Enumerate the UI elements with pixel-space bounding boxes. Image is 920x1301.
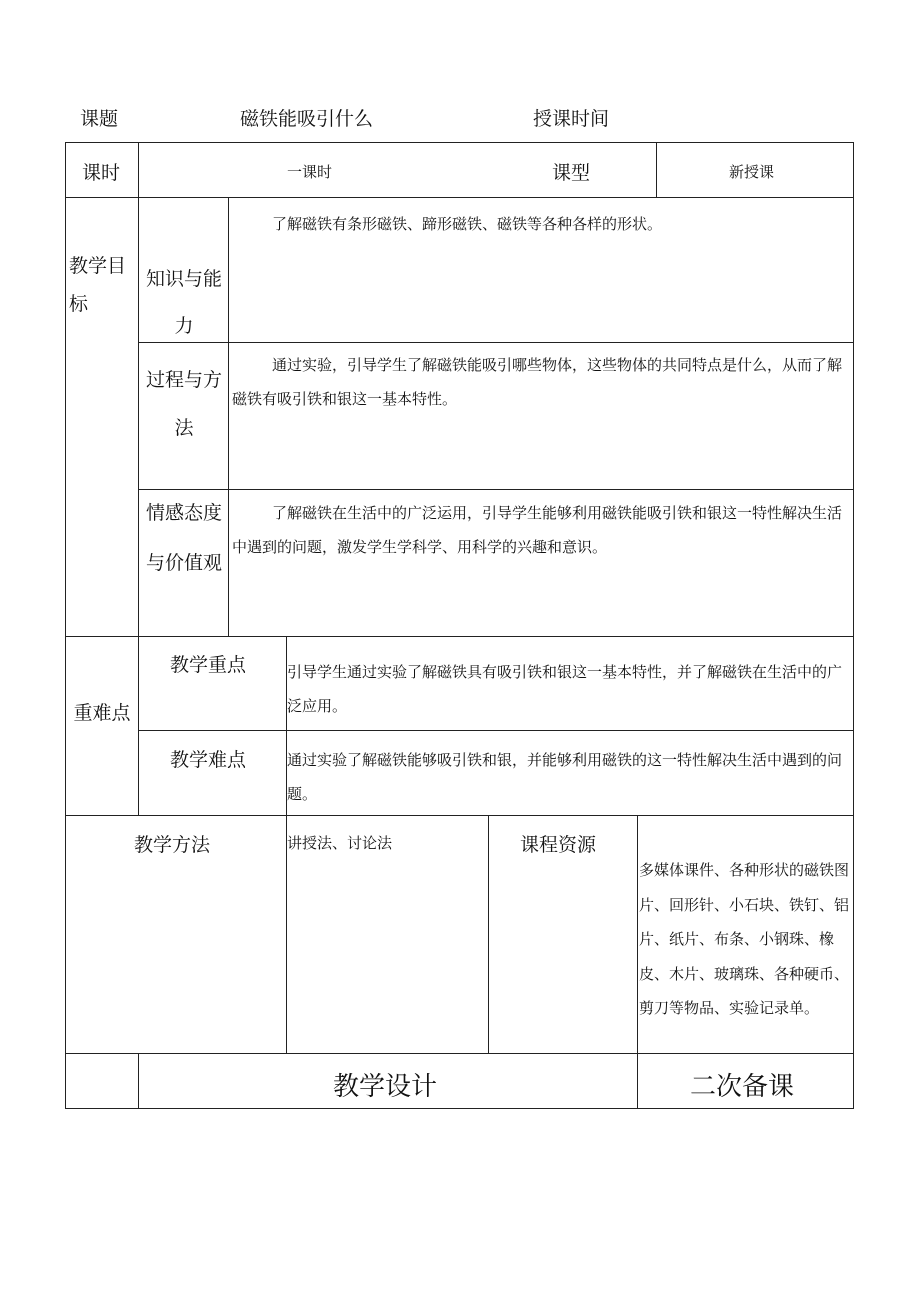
difficulty-label: 教学难点 — [170, 749, 247, 771]
period-label: 课时 — [82, 162, 121, 184]
focus-text: 引导学生通过实验了解磁铁具有吸引铁和银这一基本特性，并了解磁铁在生活中的广泛应用。 — [287, 663, 843, 715]
attitude-label: 情感态度与价值观 — [145, 502, 222, 574]
topic-value: 磁铁能吸引什么 — [240, 108, 374, 130]
method-value: 讲授法、讨论法 — [287, 834, 393, 852]
topic-label: 课题 — [80, 108, 119, 130]
process-label: 过程与方法 — [145, 369, 222, 439]
second-prep-label: 二次备课 — [690, 1072, 795, 1102]
resources-label: 课程资源 — [520, 834, 597, 856]
knowledge-label: 知识与能力 — [145, 268, 222, 337]
knowledge-text: 了解磁铁有条形磁铁、蹄形磁铁、磁铁等各种各样的形状。 — [272, 215, 663, 233]
lesson-type-value: 新授课 — [729, 163, 775, 181]
teaching-design-label: 教学设计 — [333, 1072, 438, 1102]
class-time-label: 授课时间 — [533, 108, 610, 130]
focus-label: 教学重点 — [170, 654, 247, 676]
difficulty-text: 通过实验了解磁铁能够吸引铁和银，并能够利用磁铁的这一特性解决生活中遇到的问题。 — [287, 751, 843, 803]
resources-value: 多媒体课件、各种形状的磁铁图片、回形针、小石块、铁钉、铝片、纸片、布条、小钢珠、橡皮、木片、玻璃珠、各种硬币、剪刀等物品、实验记录单。 — [639, 861, 850, 1017]
period-value: 一课时 — [287, 163, 333, 181]
key-points-section-label: 重难点 — [73, 702, 131, 724]
method-label: 教学方法 — [134, 834, 211, 856]
attitude-text: 了解磁铁在生活中的广泛运用，引导学生能够利用磁铁能吸引铁和银这一特性解决生活中遇到的问题，激发学生学科学、用科学的兴趣和意识。 — [232, 504, 843, 556]
lesson-type-label: 课型 — [552, 162, 591, 184]
objectives-section-label: 教学目标 — [69, 255, 127, 315]
process-text: 通过实验，引导学生了解磁铁能吸引哪些物体，这些物体的共同特点是什么，从而了解磁铁有吸引铁和银这一基本特性。 — [232, 356, 843, 408]
